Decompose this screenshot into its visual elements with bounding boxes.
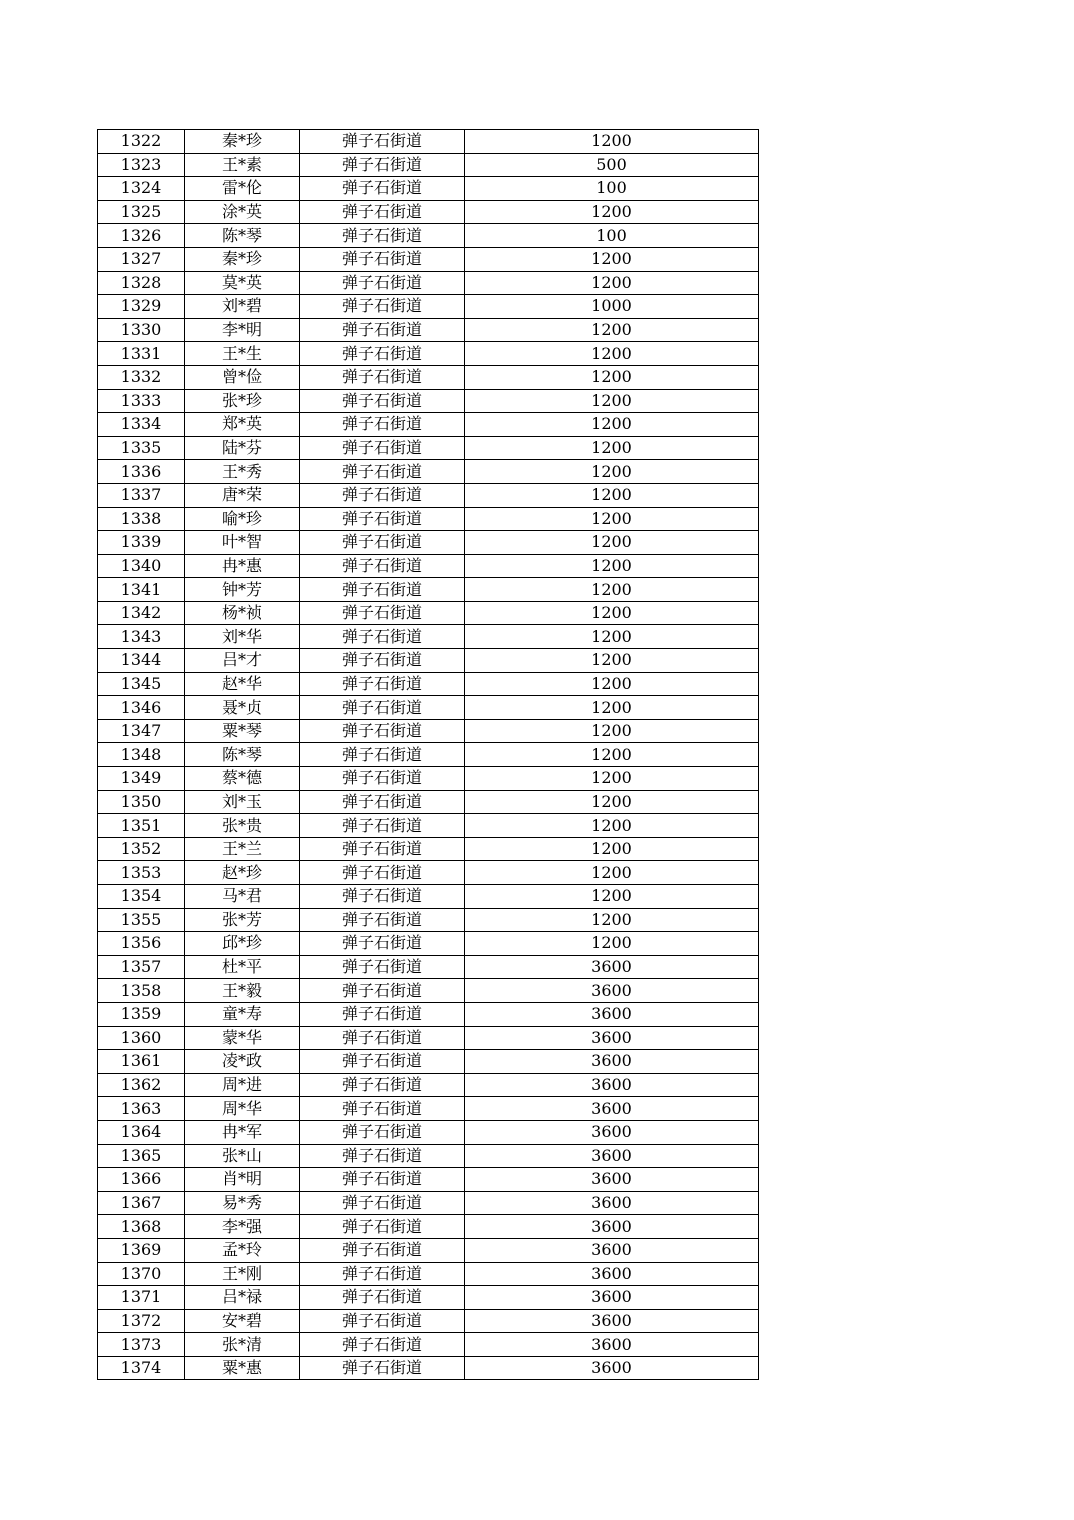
street-cell: 弹子石街道 [300,365,465,389]
amount-cell: 3600 [465,1168,759,1192]
table-row [98,696,759,720]
street-cell: 弹子石街道 [300,767,465,791]
table-row [98,1191,759,1215]
street-cell: 弹子石街道 [300,130,465,154]
table-row [98,295,759,319]
table-row [98,436,759,460]
table-row [98,247,759,271]
amount-cell: 3600 [465,955,759,979]
amount-cell: 1200 [465,885,759,909]
serial-number-cell: 1328 [98,271,185,295]
serial-number-cell: 1371 [98,1286,185,1310]
serial-number-cell: 1336 [98,460,185,484]
serial-number-cell: 1346 [98,696,185,720]
table-row [98,1309,759,1333]
serial-number-cell: 1335 [98,436,185,460]
table-row [98,413,759,437]
amount-cell: 1200 [465,200,759,224]
street-cell: 弹子石街道 [300,507,465,531]
amount-cell: 1200 [465,672,759,696]
name-cell: 王*毅 [185,979,300,1003]
amount-cell: 100 [465,224,759,248]
street-cell: 弹子石街道 [300,955,465,979]
name-cell: 刘*华 [185,625,300,649]
name-cell: 曾*俭 [185,365,300,389]
name-cell: 秦*珍 [185,247,300,271]
amount-cell: 1200 [465,247,759,271]
street-cell: 弹子石街道 [300,413,465,437]
amount-cell: 1000 [465,295,759,319]
serial-number-cell: 1339 [98,531,185,555]
table-row [98,885,759,909]
table-row [98,554,759,578]
street-cell: 弹子石街道 [300,1356,465,1380]
street-cell: 弹子石街道 [300,649,465,673]
amount-cell: 500 [465,153,759,177]
name-cell: 杨*祯 [185,601,300,625]
street-cell: 弹子石街道 [300,1168,465,1192]
table-row [98,483,759,507]
street-cell: 弹子石街道 [300,861,465,885]
table-row [98,1002,759,1026]
serial-number-cell: 1369 [98,1238,185,1262]
serial-number-cell: 1337 [98,483,185,507]
amount-cell: 3600 [465,1286,759,1310]
name-cell: 陈*琴 [185,224,300,248]
amount-cell: 1200 [465,318,759,342]
serial-number-cell: 1373 [98,1333,185,1357]
street-cell: 弹子石街道 [300,1002,465,1026]
amount-cell: 1200 [465,507,759,531]
serial-number-cell: 1363 [98,1097,185,1121]
street-cell: 弹子石街道 [300,908,465,932]
street-cell: 弹子石街道 [300,460,465,484]
name-cell: 赵*华 [185,672,300,696]
table-row [98,1168,759,1192]
name-cell: 张*山 [185,1144,300,1168]
amount-cell: 3600 [465,1120,759,1144]
street-cell: 弹子石街道 [300,1309,465,1333]
street-cell: 弹子石街道 [300,342,465,366]
street-cell: 弹子石街道 [300,1120,465,1144]
serial-number-cell: 1324 [98,177,185,201]
street-cell: 弹子石街道 [300,1050,465,1074]
street-cell: 弹子石街道 [300,743,465,767]
name-cell: 冉*军 [185,1120,300,1144]
serial-number-cell: 1349 [98,767,185,791]
table-row [98,318,759,342]
amount-cell: 1200 [465,601,759,625]
table-row [98,767,759,791]
amount-cell: 3600 [465,1238,759,1262]
serial-number-cell: 1356 [98,932,185,956]
street-cell: 弹子石街道 [300,1238,465,1262]
table-row [98,649,759,673]
street-cell: 弹子石街道 [300,200,465,224]
street-cell: 弹子石街道 [300,1286,465,1310]
table-row [98,1073,759,1097]
table-row [98,365,759,389]
table-row [98,1120,759,1144]
street-cell: 弹子石街道 [300,1097,465,1121]
name-cell: 刘*玉 [185,790,300,814]
amount-cell: 1200 [465,130,759,154]
table-row [98,672,759,696]
street-cell: 弹子石街道 [300,672,465,696]
table-row [98,130,759,154]
serial-number-cell: 1348 [98,743,185,767]
name-cell: 蒙*华 [185,1026,300,1050]
serial-number-cell: 1361 [98,1050,185,1074]
serial-number-cell: 1326 [98,224,185,248]
name-cell: 杜*平 [185,955,300,979]
table-row [98,460,759,484]
serial-number-cell: 1352 [98,837,185,861]
name-cell: 赵*珍 [185,861,300,885]
serial-number-cell: 1345 [98,672,185,696]
amount-cell: 1200 [465,483,759,507]
table-row [98,342,759,366]
name-cell: 肖*明 [185,1168,300,1192]
name-cell: 喻*珍 [185,507,300,531]
name-cell: 唐*荣 [185,483,300,507]
amount-cell: 1200 [465,389,759,413]
name-cell: 叶*智 [185,531,300,555]
serial-number-cell: 1341 [98,578,185,602]
amount-cell: 1200 [465,814,759,838]
serial-number-cell: 1355 [98,908,185,932]
amount-cell: 1200 [465,719,759,743]
serial-number-cell: 1322 [98,130,185,154]
name-cell: 吕*禄 [185,1286,300,1310]
amount-cell: 1200 [465,837,759,861]
street-cell: 弹子石街道 [300,601,465,625]
street-cell: 弹子石街道 [300,625,465,649]
street-cell: 弹子石街道 [300,1215,465,1239]
serial-number-cell: 1323 [98,153,185,177]
street-cell: 弹子石街道 [300,932,465,956]
serial-number-cell: 1367 [98,1191,185,1215]
name-cell: 郑*英 [185,413,300,437]
amount-cell: 3600 [465,1191,759,1215]
amount-cell: 1200 [465,271,759,295]
street-cell: 弹子石街道 [300,1144,465,1168]
amount-cell: 3600 [465,1262,759,1286]
street-cell: 弹子石街道 [300,1191,465,1215]
amount-cell: 1200 [465,649,759,673]
amount-cell: 3600 [465,1356,759,1380]
serial-number-cell: 1342 [98,601,185,625]
amount-cell: 3600 [465,1215,759,1239]
name-cell: 童*寿 [185,1002,300,1026]
table-row [98,814,759,838]
name-cell: 张*清 [185,1333,300,1357]
name-cell: 张*贵 [185,814,300,838]
name-cell: 秦*珍 [185,130,300,154]
amount-cell: 100 [465,177,759,201]
serial-number-cell: 1325 [98,200,185,224]
serial-number-cell: 1329 [98,295,185,319]
amount-cell: 3600 [465,1050,759,1074]
table-row [98,601,759,625]
name-cell: 王*兰 [185,837,300,861]
name-cell: 陈*琴 [185,743,300,767]
table-row [98,153,759,177]
serial-number-cell: 1364 [98,1120,185,1144]
name-cell: 刘*碧 [185,295,300,319]
street-cell: 弹子石街道 [300,271,465,295]
name-cell: 凌*政 [185,1050,300,1074]
serial-number-cell: 1362 [98,1073,185,1097]
amount-cell: 1200 [465,365,759,389]
name-cell: 周*华 [185,1097,300,1121]
serial-number-cell: 1372 [98,1309,185,1333]
street-cell: 弹子石街道 [300,295,465,319]
serial-number-cell: 1343 [98,625,185,649]
table-row [98,1262,759,1286]
amount-cell: 3600 [465,1026,759,1050]
name-cell: 张*芳 [185,908,300,932]
amount-cell: 1200 [465,908,759,932]
table-row [98,1238,759,1262]
serial-number-cell: 1338 [98,507,185,531]
street-cell: 弹子石街道 [300,554,465,578]
name-cell: 马*君 [185,885,300,909]
street-cell: 弹子石街道 [300,696,465,720]
name-cell: 王*刚 [185,1262,300,1286]
amount-cell: 1200 [465,554,759,578]
table-row [98,1026,759,1050]
table-row [98,1286,759,1310]
serial-number-cell: 1350 [98,790,185,814]
table-row [98,200,759,224]
serial-number-cell: 1330 [98,318,185,342]
serial-number-cell: 1358 [98,979,185,1003]
serial-number-cell: 1347 [98,719,185,743]
serial-number-cell: 1334 [98,413,185,437]
table-body [98,130,759,1380]
name-cell: 陆*芬 [185,436,300,460]
serial-number-cell: 1368 [98,1215,185,1239]
table-row [98,932,759,956]
street-cell: 弹子石街道 [300,814,465,838]
street-cell: 弹子石街道 [300,1333,465,1357]
street-cell: 弹子石街道 [300,1073,465,1097]
street-cell: 弹子石街道 [300,177,465,201]
serial-number-cell: 1333 [98,389,185,413]
serial-number-cell: 1360 [98,1026,185,1050]
amount-cell: 1200 [465,861,759,885]
serial-number-cell: 1365 [98,1144,185,1168]
name-cell: 钟*芳 [185,578,300,602]
serial-number-cell: 1359 [98,1002,185,1026]
amount-cell: 1200 [465,625,759,649]
street-cell: 弹子石街道 [300,531,465,555]
street-cell: 弹子石街道 [300,1262,465,1286]
table-row [98,1215,759,1239]
serial-number-cell: 1353 [98,861,185,885]
street-cell: 弹子石街道 [300,436,465,460]
amount-cell: 3600 [465,1309,759,1333]
name-cell: 王*素 [185,153,300,177]
table-row [98,908,759,932]
amount-cell: 1200 [465,342,759,366]
table-row [98,955,759,979]
amount-cell: 1200 [465,790,759,814]
name-cell: 莫*英 [185,271,300,295]
table-row [98,625,759,649]
table-row [98,1097,759,1121]
name-cell: 吕*才 [185,649,300,673]
name-cell: 雷*伦 [185,177,300,201]
street-cell: 弹子石街道 [300,837,465,861]
table-row [98,271,759,295]
table-row [98,1333,759,1357]
amount-cell: 3600 [465,1333,759,1357]
table-row [98,719,759,743]
street-cell: 弹子石街道 [300,885,465,909]
amount-cell: 3600 [465,1002,759,1026]
street-cell: 弹子石街道 [300,389,465,413]
serial-number-cell: 1332 [98,365,185,389]
street-cell: 弹子石街道 [300,224,465,248]
name-cell: 张*珍 [185,389,300,413]
table-row [98,224,759,248]
table-row [98,177,759,201]
table-row [98,861,759,885]
data-table [97,129,759,1380]
name-cell: 涂*英 [185,200,300,224]
table-row [98,1144,759,1168]
name-cell: 王*生 [185,342,300,366]
amount-cell: 3600 [465,979,759,1003]
table-row [98,837,759,861]
street-cell: 弹子石街道 [300,318,465,342]
serial-number-cell: 1366 [98,1168,185,1192]
name-cell: 安*碧 [185,1309,300,1333]
name-cell: 王*秀 [185,460,300,484]
serial-number-cell: 1370 [98,1262,185,1286]
amount-cell: 1200 [465,460,759,484]
name-cell: 冉*惠 [185,554,300,578]
serial-number-cell: 1327 [98,247,185,271]
amount-cell: 1200 [465,743,759,767]
amount-cell: 1200 [465,767,759,791]
table-row [98,531,759,555]
amount-cell: 1200 [465,531,759,555]
table-row [98,790,759,814]
amount-cell: 3600 [465,1073,759,1097]
serial-number-cell: 1351 [98,814,185,838]
street-cell: 弹子石街道 [300,979,465,1003]
name-cell: 粟*琴 [185,719,300,743]
table-row [98,578,759,602]
amount-cell: 1200 [465,578,759,602]
street-cell: 弹子石街道 [300,578,465,602]
name-cell: 邱*珍 [185,932,300,956]
serial-number-cell: 1331 [98,342,185,366]
amount-cell: 3600 [465,1144,759,1168]
name-cell: 易*秀 [185,1191,300,1215]
serial-number-cell: 1340 [98,554,185,578]
street-cell: 弹子石街道 [300,1026,465,1050]
amount-cell: 3600 [465,1097,759,1121]
name-cell: 周*进 [185,1073,300,1097]
street-cell: 弹子石街道 [300,483,465,507]
name-cell: 粟*惠 [185,1356,300,1380]
table-row [98,507,759,531]
amount-cell: 1200 [465,436,759,460]
amount-cell: 1200 [465,696,759,720]
table-row [98,1050,759,1074]
street-cell: 弹子石街道 [300,790,465,814]
name-cell: 蔡*德 [185,767,300,791]
table-row [98,1356,759,1380]
table-row [98,743,759,767]
serial-number-cell: 1344 [98,649,185,673]
amount-cell: 1200 [465,413,759,437]
name-cell: 李*强 [185,1215,300,1239]
table-row [98,389,759,413]
name-cell: 孟*玲 [185,1238,300,1262]
name-cell: 李*明 [185,318,300,342]
serial-number-cell: 1357 [98,955,185,979]
serial-number-cell: 1354 [98,885,185,909]
name-cell: 聂*贞 [185,696,300,720]
amount-cell: 1200 [465,932,759,956]
table-row [98,979,759,1003]
street-cell: 弹子石街道 [300,247,465,271]
street-cell: 弹子石街道 [300,719,465,743]
street-cell: 弹子石街道 [300,153,465,177]
serial-number-cell: 1374 [98,1356,185,1380]
